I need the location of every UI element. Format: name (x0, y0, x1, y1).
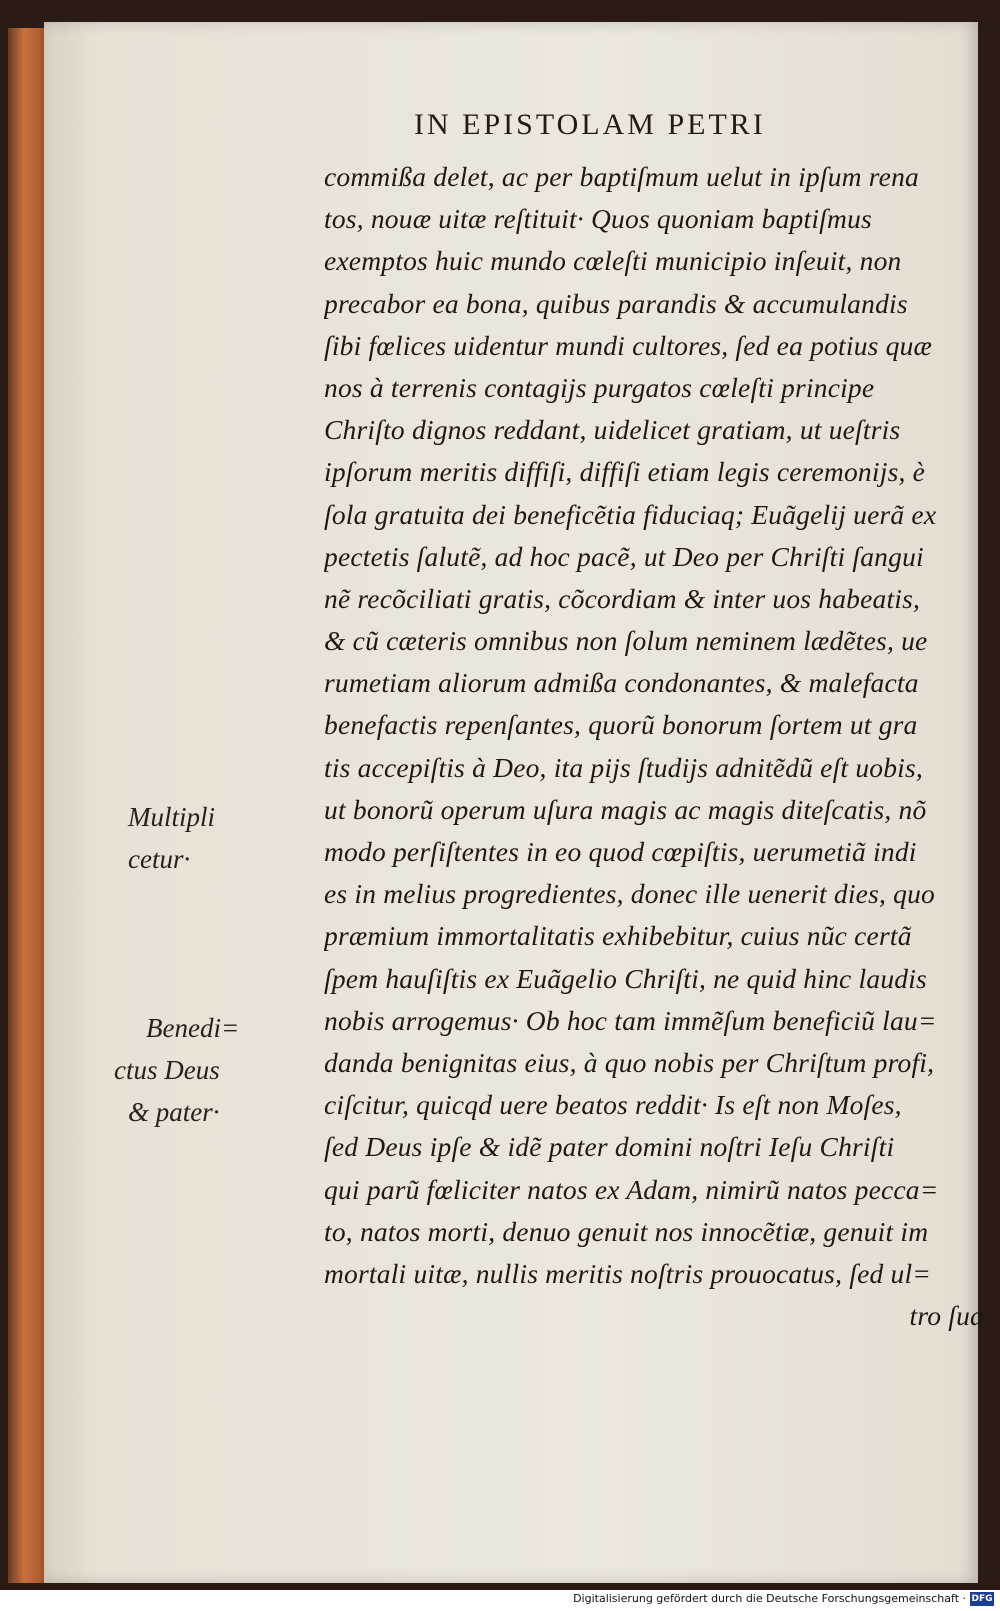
text-line: ciſcitur, quicqd uere beatos reddit· Is eſt non Moſes, (324, 1089, 902, 1121)
text-line: precabor ea bona, quibus parandis & accumulandis (324, 287, 908, 319)
text-line: Chriſto dignos reddant, uidelicet gratiam, ut ueſtris (324, 414, 901, 446)
text-line: ſibi fœlices uidentur mundi cultores, ſed ea potius quæ (324, 329, 933, 361)
text-line: ipſorum meritis diffiſi, diffiſi etiam legis ceremonijs, è (324, 456, 926, 488)
text-line: nobis arrogemus· Ob hoc tam immẽſum beneficiũ lau= (324, 1004, 937, 1036)
book-page (44, 22, 984, 1583)
margin-note-multiplicetur-2: cetur· (128, 844, 191, 874)
margin-note-benedictus-3: & pater· (128, 1097, 220, 1127)
margin-note-benedictus-2: ctus Deus (114, 1055, 220, 1085)
text-line: ſed Deus ipſe & idẽ pater domini noſtri Ieſu Chriſti (324, 1131, 895, 1163)
book-binding-edge (8, 28, 48, 1583)
text-line: tos, nouæ uitæ reſtituit· Quos quoniam baptiſmus (324, 203, 872, 235)
text-line: pectetis ſalutẽ, ad hoc pacẽ, ut Deo per Chriſti ſangui (324, 540, 924, 572)
text-line: commißa delet, ac per baptiſmum uelut in ipſum rena (324, 161, 919, 192)
footer-bar (0, 1590, 1000, 1611)
text-line: præmium immortalitatis exhibebitur, cuius nũc certã (324, 920, 912, 952)
text-line: danda benignitas eius, à quo nobis per Chriſtum profi, (324, 1046, 935, 1078)
text-line: ſpem hauſiſtis ex Euãgelio Chriſti, ne quid hinc laudis (324, 962, 927, 994)
catchword-line: tro ſua (909, 1300, 984, 1332)
text-line: nẽ recõciliati gratis, cõcordiam & inter uos habeatis, (324, 582, 921, 614)
text-line: benefactis repenſantes, quorũ bonorum ſortem ut gra (324, 709, 918, 741)
text-line: ſola gratuita dei beneficẽtia fiduciaq; Euãgelij uerã ex (324, 498, 937, 530)
funding-credit: Digitalisierung gefördert durch die Deutsche Forschungsgemeinschaft · (573, 1592, 966, 1605)
text-line: mortali uitæ, nullis meritis noſtris prouocatus, ſed ul= (324, 1257, 932, 1289)
text-line: tis accepiſtis à Deo, ita pijs ſtudijs adnitẽdũ eſt uobis, (324, 751, 923, 783)
margin-note-benedictus-1: Benedi= (146, 1013, 240, 1043)
text-line: modo perſiſtentes in eo quod cœpiſtis, uerumetiã indi (324, 836, 917, 867)
text-line: to, natos morti, denuo genuit nos innocẽtiæ, genuit im (324, 1215, 929, 1247)
text-line: exemptos huic mundo cœleſti municipio inſeuit, non (324, 245, 902, 277)
text-line: & cũ cæteris omnibus non ſolum neminem lædẽtes, ue (324, 625, 928, 657)
text-line: rumetiam aliorum admißa condonantes, & malefacta (324, 667, 919, 699)
body-text-block (324, 156, 994, 1337)
margin-note-multiplicetur-1: Multipli (128, 802, 215, 832)
text-line: nos à terrenis contagijs purgatos cœleſti principe (324, 371, 875, 403)
text-line: ut bonorũ operum uſura magis ac magis diteſcatis, nõ (324, 793, 927, 825)
text-line: qui parũ fœliciter natos ex Adam, nimirũ natos pecca= (324, 1173, 939, 1205)
dfg-logo: DFG (971, 1594, 993, 1604)
text-line: es in melius progredientes, donec ille uenerit dies, quo (324, 878, 935, 910)
running-head: IN EPISTOLAM PETRI (414, 108, 766, 141)
